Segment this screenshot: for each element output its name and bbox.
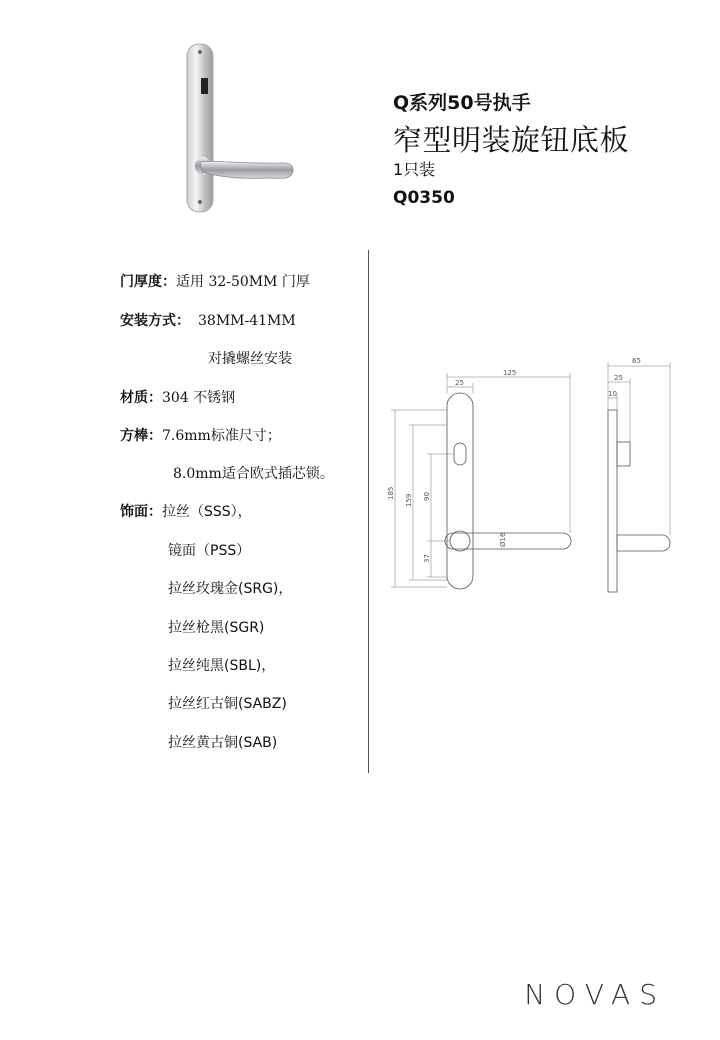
finish-item: 拉丝纯黑(SBL)， bbox=[168, 658, 276, 674]
spec-label: 门厚度： bbox=[120, 274, 176, 290]
dim-bottom-offset: 37 bbox=[423, 554, 431, 563]
lever-handle bbox=[200, 161, 293, 178]
dim-width-total: 125 bbox=[503, 369, 517, 377]
finish-item: 拉丝黄古铜(SAB) bbox=[168, 735, 278, 751]
front-lever-outline bbox=[445, 533, 571, 549]
spec-value: 适用 32-50MM 门厚 bbox=[176, 274, 310, 290]
spec-spindle-note: 8.0mm适合欧式插芯锁。 bbox=[173, 466, 334, 482]
finish-item: 拉丝枪黑(SGR) bbox=[168, 620, 265, 636]
spec-label: 方棒： bbox=[120, 428, 162, 444]
spec-label: 饰面： bbox=[120, 504, 162, 520]
spec-finish bbox=[120, 501, 252, 521]
thumbturn-slot bbox=[201, 78, 208, 94]
dim-diameter: Ø16 bbox=[499, 532, 507, 547]
spec-material bbox=[120, 387, 235, 407]
dim-plate-width: 25 bbox=[455, 379, 464, 387]
spec-label: 材质： bbox=[120, 390, 162, 406]
drawing-side-view bbox=[596, 352, 680, 602]
dim-plate-thickness: 10 bbox=[608, 390, 617, 398]
pack-quantity: 1只装 bbox=[393, 160, 436, 179]
finish-item: 拉丝红古铜(SABZ) bbox=[168, 696, 287, 712]
product-title: 窄型明装旋钮底板 bbox=[393, 123, 630, 157]
brand-logo: NOVAS bbox=[524, 978, 666, 1011]
side-lever-outline bbox=[617, 535, 670, 551]
screw-bottom bbox=[198, 200, 202, 204]
drawing-front-view bbox=[385, 365, 585, 595]
screw-top bbox=[198, 50, 202, 54]
finish-item: 拉丝玫瑰金(SRG)， bbox=[168, 581, 293, 597]
spec-door-thickness bbox=[120, 271, 310, 291]
product-code: Q0350 bbox=[393, 188, 455, 208]
side-plate-outline bbox=[608, 410, 617, 592]
spec-value: 7.6mm标准尺寸； bbox=[162, 428, 281, 444]
vertical-divider bbox=[368, 250, 369, 773]
finish-item: 镜面（PSS） bbox=[168, 543, 251, 559]
dim-hole-spacing: 90 bbox=[423, 492, 431, 501]
backplate bbox=[187, 44, 213, 212]
product-photo bbox=[150, 38, 310, 218]
front-cylinder-slot bbox=[454, 443, 466, 465]
front-rose-outline bbox=[450, 531, 470, 551]
dim-height-total: 185 bbox=[387, 486, 395, 500]
dim-plate-depth: 25 bbox=[614, 374, 623, 382]
spec-install-note: 对撬螺丝安装 bbox=[208, 351, 292, 367]
dim-height-mid: 159 bbox=[405, 493, 413, 507]
finish-item: 拉丝（SSS）， bbox=[162, 504, 252, 520]
spec-value: 304 不锈钢 bbox=[162, 390, 236, 406]
dim-depth-total: 65 bbox=[632, 357, 641, 365]
front-plate-outline bbox=[447, 393, 473, 589]
side-thumbturn bbox=[617, 442, 630, 466]
spec-label: 安装方式： bbox=[120, 313, 190, 329]
spec-install bbox=[120, 310, 296, 330]
spec-spindle bbox=[120, 425, 281, 445]
spec-value: 38MM-41MM bbox=[198, 313, 296, 329]
series-title: Q系列50号执手 bbox=[393, 92, 531, 114]
